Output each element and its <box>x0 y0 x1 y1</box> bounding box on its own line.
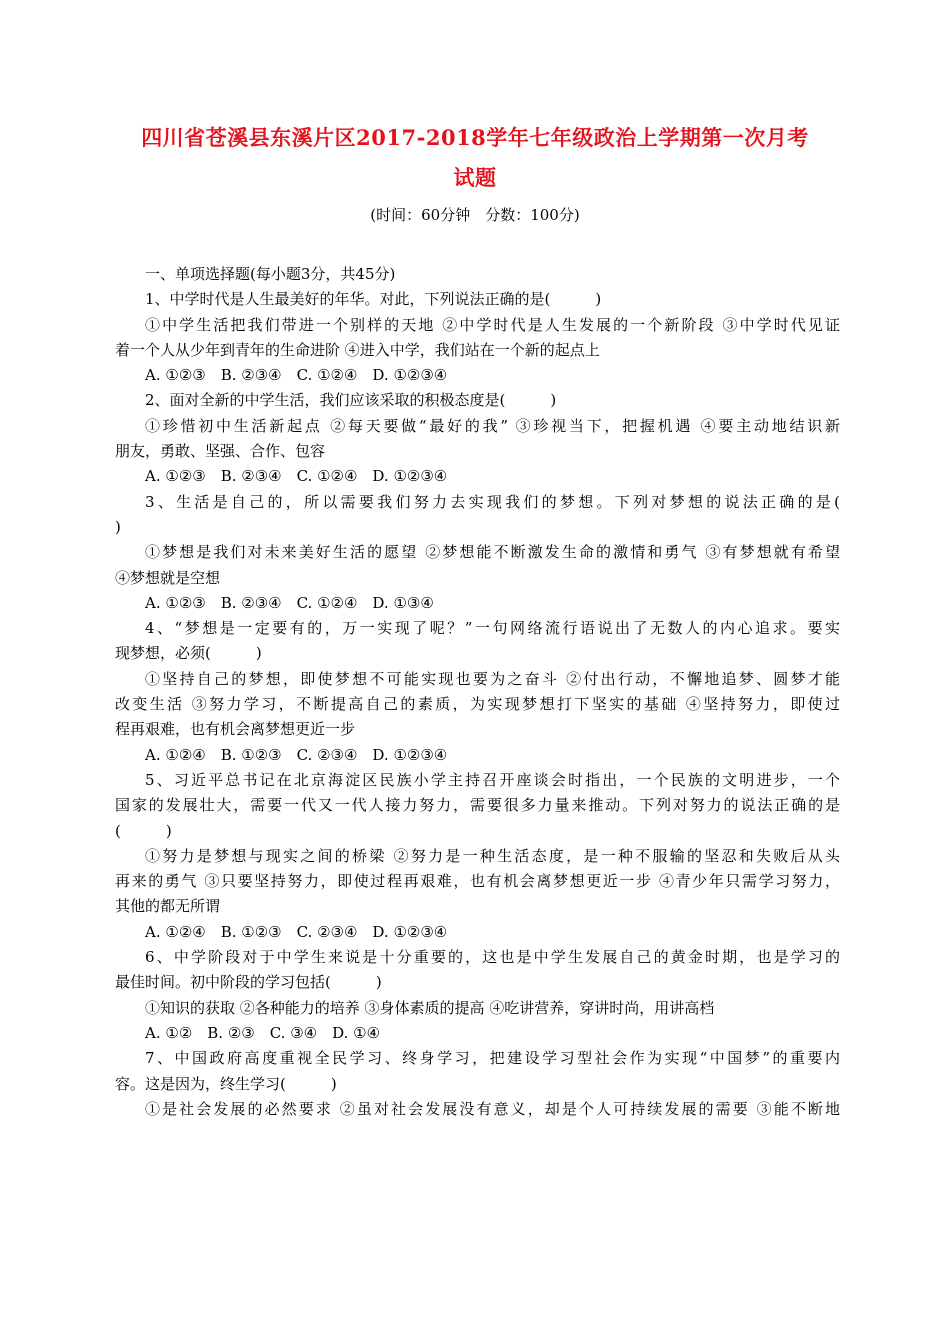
exam-title-line2: 试题 <box>453 165 497 190</box>
exam-time-score: (时间：60分钟 分数：100分) <box>370 206 580 224</box>
question-1 <box>115 287 840 388</box>
question-statement: 其他的都无所谓 <box>115 897 221 916</box>
question-statement: ④梦想就是空想 <box>115 568 221 587</box>
question-statement: ①梦想是我们对未来美好生活的愿望 ②梦想能不断激发生命的激情和勇气 ③有梦想就有希望 <box>145 543 840 562</box>
question-statement: ①珍惜初中生活新起点 ②每天要做“最好的我” ③珍视当下，把握机遇 ④要主动地结识新 <box>145 416 840 435</box>
question-options: A. ①②③ B. ②③④ C. ①②④ D. ①③④ <box>145 593 434 612</box>
question-stem: 国家的发展壮大，需要一代又一代人接力努力，需要很多力量来推动。下列对努力的说法正确的是 <box>115 796 840 815</box>
question-options: A. ①②③ B. ②③④ C. ①②④ D. ①②③④ <box>145 467 448 486</box>
question-statement: 朋友，勇敢、坚强、合作、包容 <box>115 442 326 461</box>
question-options: A. ①②④ B. ①②③ C. ②③④ D. ①②③④ <box>145 922 448 941</box>
question-stem: 现梦想，必须( ) <box>115 644 262 663</box>
question-5 <box>115 768 840 945</box>
question-statement: 再来的勇气 ③只要坚持努力，即使过程再艰难，也有机会离梦想更近一步 ④青少年只需学习努力， <box>115 872 840 891</box>
question-statement: 着一个人从少年到青年的生命进阶 ④进入中学，我们站在一个新的起点上 <box>115 340 600 359</box>
exam-title-line1: 四川省苍溪县东溪片区2017-2018学年七年级政治上学期第一次月考 <box>141 125 809 150</box>
question-options: A. ①② B. ②③ C. ③④ D. ①④ <box>145 1023 381 1042</box>
question-stem: 1、中学时代是人生最美好的年华。对此，下列说法正确的是( ) <box>145 290 602 309</box>
question-6 <box>115 945 840 1046</box>
exam-content <box>115 262 840 1122</box>
question-statement: ①是社会发展的必然要求 ②虽对社会发展没有意义，却是个人可持续发展的需要 ③能不断地 <box>145 1099 840 1118</box>
question-2 <box>115 388 840 489</box>
question-stem: 最佳时间。初中阶段的学习包括( ) <box>115 973 382 992</box>
question-statement: ①中学生活把我们带进一个别样的天地 ②中学时代是人生发展的一个新阶段 ③中学时代见证 <box>145 315 840 334</box>
question-statement: ①知识的获取 ②各种能力的培养 ③身体素质的提高 ④吃讲营养，穿讲时尚，用讲高档 <box>145 998 715 1017</box>
question-statement: ①坚持自己的梦想，即使梦想不可能实现也要为之奋斗 ②付出行动，不懈地追梦、圆梦才能 <box>145 669 840 688</box>
question-statement: 程再艰难，也有机会离梦想更近一步 <box>115 720 356 739</box>
question-stem: 4、“梦想是一定要有的，万一实现了呢？”一句网络流行语说出了无数人的内心追求。要实 <box>145 619 840 638</box>
question-options: A. ①②③ B. ②③④ C. ①②④ D. ①②③④ <box>145 366 448 385</box>
question-stem: 6、中学阶段对于中学生来说是十分重要的，这也是中学生发展自己的黄金时期，也是学习的 <box>145 948 840 967</box>
question-3 <box>115 490 840 616</box>
question-stem: 3、生活是自己的，所以需要我们努力去实现我们的梦想。下列对梦想的说法正确的是( <box>145 492 840 511</box>
question-stem: 7、中国政府高度重视全民学习、终身学习，把建设学习型社会作为实现“中国梦”的重要内 <box>145 1049 840 1068</box>
question-stem: ( ) <box>115 821 172 840</box>
section-heading: 一、单项选择题(每小题3分，共45分) <box>145 265 396 283</box>
question-stem: 5、习近平总书记在北京海淀区民族小学主持召开座谈会时指出，一个民族的文明进步，一个 <box>145 770 840 789</box>
question-statement: ①努力是梦想与现实之间的桥梁 ②努力是一种生活态度，是一种不服输的坚忍和失败后从头 <box>145 846 840 865</box>
question-stem: ) <box>115 517 121 536</box>
question-stem: 2、面对全新的中学生活，我们应该采取的积极态度是( ) <box>145 391 557 410</box>
question-statement: 改变生活 ③努力学习，不断提高自己的素质，为实现梦想打下坚实的基础 ④坚持努力，即使过 <box>115 695 840 714</box>
question-stem: 容。这是因为，终生学习( ) <box>115 1074 337 1093</box>
question-4 <box>115 616 840 768</box>
question-7 <box>115 1046 840 1122</box>
question-options: A. ①②④ B. ①②③ C. ②③④ D. ①②③④ <box>145 745 448 764</box>
